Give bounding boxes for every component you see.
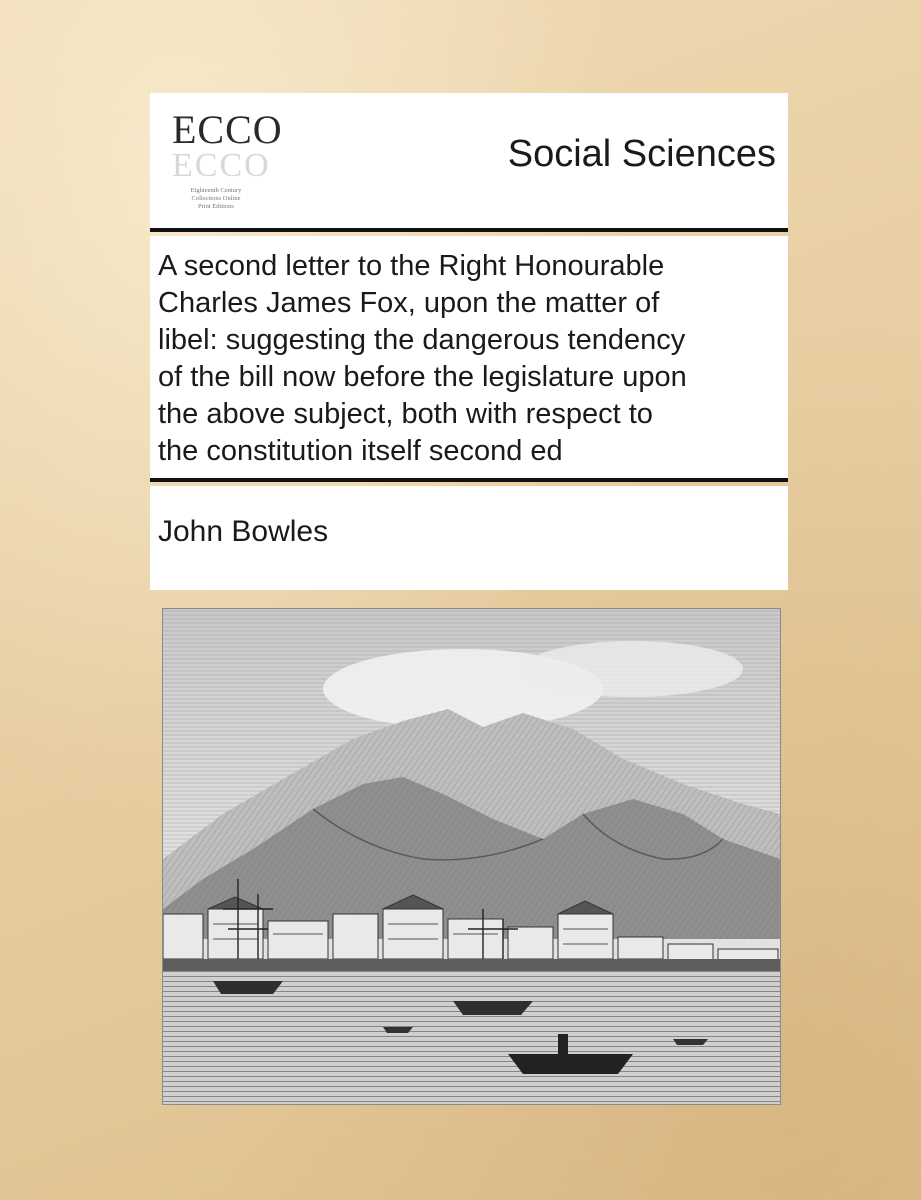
book-author: John Bowles — [158, 515, 329, 548]
book-title-line: the constitution itself second ed — [158, 435, 563, 467]
steam-boat — [508, 1054, 633, 1074]
book-title-line: libel: suggesting the dangerous tendency — [158, 324, 686, 356]
ship-hull — [213, 981, 283, 994]
logo-small-line: Print Editions — [198, 203, 234, 210]
book-title-line: the above subject, both with respect to — [158, 398, 653, 430]
logo-small-text — [168, 187, 264, 211]
book-title-line: A second letter to the Right Honourable — [158, 250, 665, 282]
book-title — [158, 248, 783, 470]
logo-small-line: Eighteenth Century — [190, 187, 242, 194]
rowboat — [383, 1027, 413, 1033]
ship-hull — [453, 1001, 533, 1015]
ecco-logo — [168, 105, 283, 215]
collection-title: Social Sciences — [507, 133, 776, 175]
logo-letters: ECCO — [172, 107, 283, 152]
harbor-engraving-illustration — [162, 608, 781, 1105]
header-divider — [150, 228, 788, 232]
cloud — [523, 641, 743, 697]
title-divider — [150, 478, 788, 482]
logo-ghost-letters: ECCO — [172, 147, 271, 184]
logo-small-line: Collections Online — [191, 195, 241, 202]
rowboat — [673, 1039, 708, 1045]
book-title-line: of the bill now before the legislature upon — [158, 361, 687, 393]
quay — [163, 959, 780, 971]
book-title-line: Charles James Fox, upon the matter of — [158, 287, 660, 319]
